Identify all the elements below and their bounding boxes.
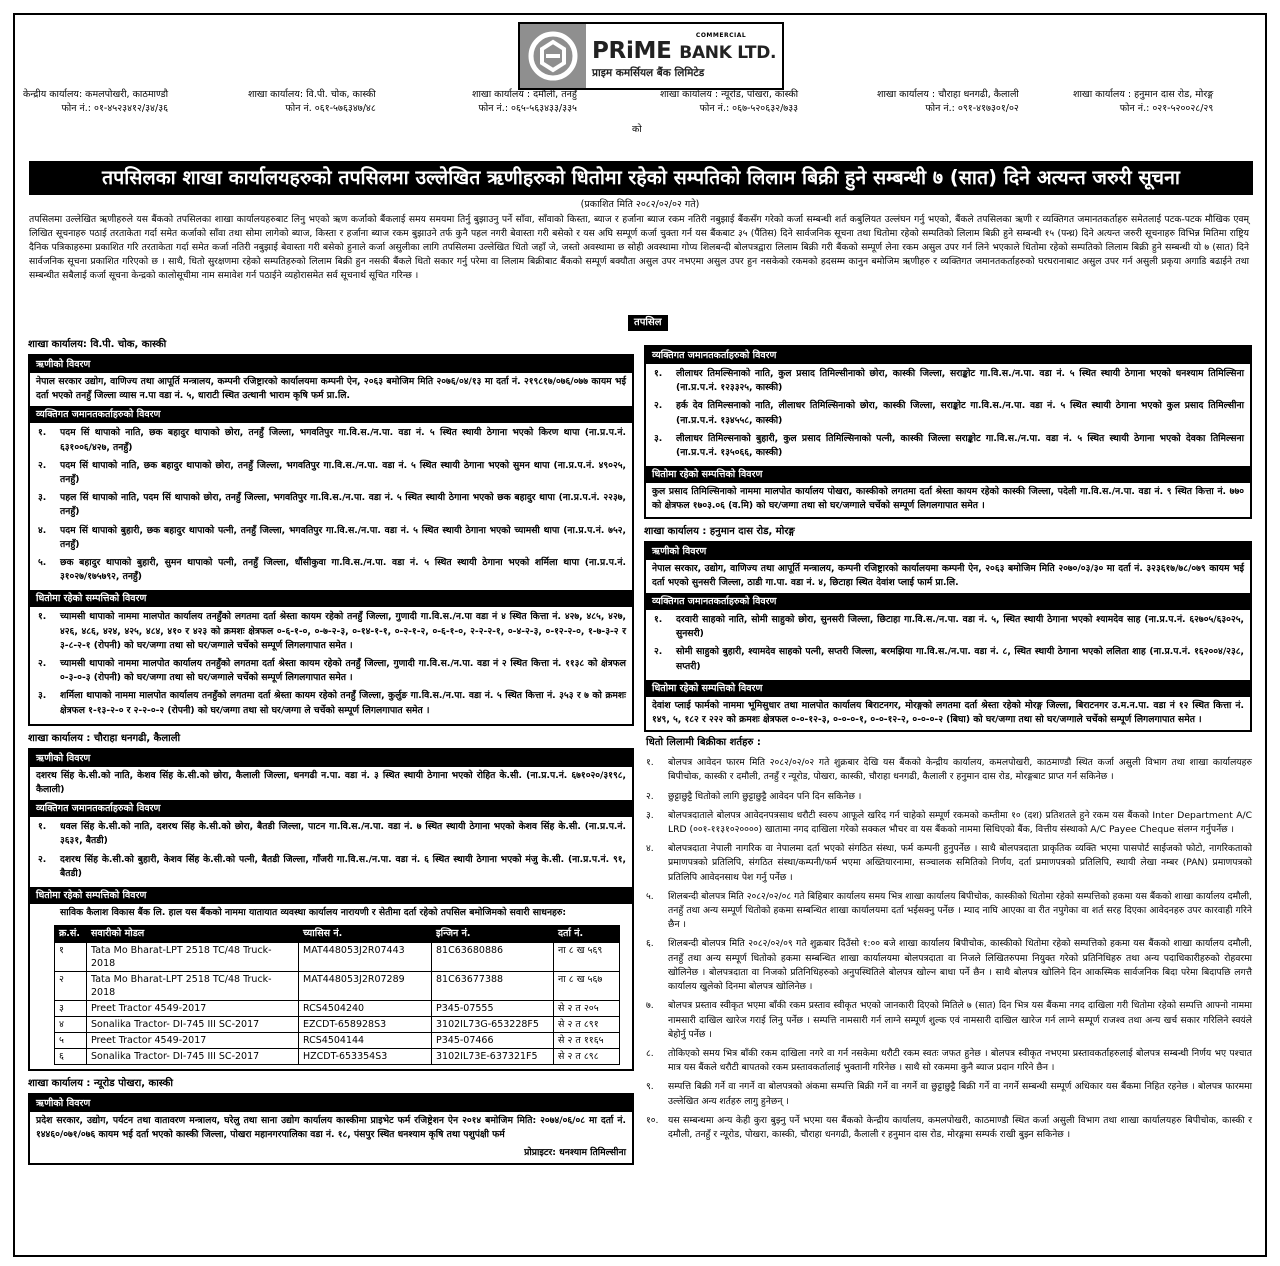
notice-frame [13,13,1267,1257]
property-heading: धितोमा रहेको सम्पत्तिको विवरण [646,680,1250,697]
item-text: च्यामसी थापाको नाममा मालपोत कार्यालय तनहुँको लगतमा दर्ता श्रेस्ता कायम रहेको तनहुँ जिल्ला, गुणादी गा.वि.स./न.पा. वडा नं २ स्थित कित्ता नं. ११३८ को क्षेत्रफल ०-३-०-३ (रोपनी) को घर/जग्गा तथा सो घर/जग्गाले चर्चेको सम्पूर्ण लिगलगापात समेत । [60,658,626,684]
branch-bpchowk-box [28,354,634,726]
list-item [652,398,1244,430]
item-number: १. [38,611,47,623]
loanee-heading: ऋणीको विवरण [30,750,632,767]
item-text: बोलपत्रदाताले बोलपत्र आवेदनपत्रसाथ धरौटी स्वरुप आफूले खरिद गर्न चाहेको सम्पूर्ण रकमको कम्तीमा १० (दश) प्रतिशतले हुने रकम यस बैंकको Inter Department A/C LRD (००१-११३१०२००००) खातामा नगद दाखिला गरेको सक्कल भौचर वा यस बैंकको नाममा सिधिएको बैंक, वित्तीय संस्थाको A/C Payee Cheque संलग्न गर्नुपर्नेछ । [668,809,1252,836]
table-cell: Preet Tractor 4549-2017 [87,1033,299,1049]
list-item [36,852,626,884]
tapsil-label: तपसिल [628,315,668,331]
table-cell: Tata Mo Bharat-LPT 2518 TC/48 Truck-2018 [87,943,299,972]
property-heading: धितोमा रहेको सम्पत्तिको विवरण [646,466,1250,483]
table-cell: ६ [55,1049,87,1065]
table-row [55,1033,620,1049]
office-label: शाखा कार्यालय : हनुमान दास रोड, मोरङ्ग [1073,89,1214,100]
term-item [644,788,1252,807]
table-cell: 81C63677388 [432,972,554,1001]
office-list [15,88,1265,124]
item-number: ९. [646,1081,654,1093]
table-cell: ना ८ ख ५६९ [554,943,620,972]
item-number: २. [38,853,47,865]
column-header: सवारीको मोडल [87,926,299,943]
table-cell: Preet Tractor 4549-2017 [87,1001,299,1017]
item-number: ५. [38,557,47,569]
notice-title: तपसिलका शाखा कार्यालयहरुको तपसिलमा उल्लेखित ऋणीहरुको धितोमा रहेको सम्पतिको लिलाम बिक्री हुने सम्बन्धी ७ (सात) दिने अत्यन्त जरुरी सूचना [29,161,1253,195]
table-cell: MAT448053J2R07289 [299,972,432,1001]
item-text: हर्क देव तिमिल्सनाको नाति, लीलाधर तिमिल्सिनाको छोरा, कास्की जिल्ला, सराङ्कोट गा.वि.स./न.पा. वडा नं. ५ स्थित स्थायी ठेगाना भएको कुल प्रसाद तिमिल्सीना (ना.प्र.प.नं. १३४५५८, कास्की) [676,400,1244,426]
bank-name-main: PRiME [592,38,672,64]
list-item [652,612,1244,644]
table-row [55,972,620,1001]
list-item [36,819,626,851]
property-text: कुल प्रसाद तिमिल्सिनाको नाममा मालपोत कार्यालय पोखरा, कास्कीको लगतमा दर्ता श्रेस्ता कायम रहेको कास्की जिल्ला, पदेली गा.वि.स./न.पा. वडा नं. ९ स्थित कित्ता नं. ७७० को क्षेत्रफल १७०३.०६ (व.मि) को घर/जग्गा तथा सो घर/जग्गाले चर्चेको सम्पूर्ण लिगलगापात समेत । [652,486,1244,512]
table-cell: RCS4504144 [299,1033,432,1049]
item-number: १. [654,368,663,379]
column-header: दर्ता नं. [554,926,620,943]
loanee-text: नेपाल सरकार उद्योग, वाणिज्य तथा आपूर्ति मन्त्रालय, कम्पनी रजिष्ट्रारको कार्यालयमा कम्पनी ऐन, २०६३ बमोजिम मिति २०७६/०४/१३ मा दर्ता नं. २१९८१७/०७६/०७७ कायम भई दर्ता भएको तनहुँ जिल्ला व्यास न.पा वडा नं. ५, धाराटी स्थित उत्थानी भाराम कृषि फर्म प्रा.लि. [36,376,626,402]
branch-dhangadhi-box [28,748,634,1071]
guarantor-list [30,423,632,590]
list-item [652,366,1244,398]
list-item [36,458,626,490]
bank-name-rest: BANK LTD. [679,43,777,63]
list-item [36,523,626,555]
branch-title-dhangadhi: शाखा कार्यालय : चौराहा धनगढी, कैलाली [28,732,181,744]
item-number: १. [38,821,47,833]
item-text: च्यामसी थापाको नाममा मालपोत कार्यालय तनहुँको लगतमा दर्ता श्रेस्ता कायम रहेको तनहुँ जिल्ला, गुणादी गा.वि.स./न.पा वडा नं ४ स्थित कित्ता नं. ४२७, ४८५, ४२७, ४२६, ४८६, ४२४, ४२५, ४८४, ४१० र ४२३ को क्रमशः क्षेत्रफल ०-६-१-०, ०-७-२-३, ०-१४-१-१, ०-२-१-२, ०-६-१-०, २-२-२-१, ०-४-२-३, ०-१२-२-०, १-७-३-२ र ३-८-२-१ (रोपनी) को घर/जग्गा तथा सो घर/जग्गाले चर्चेको सम्पूर्ण लिगलगापात समेत । [60,611,626,651]
office-dhangadhi [877,88,1019,116]
office-bpchowk [248,88,376,116]
item-text: धवल सिंह के.सी.को नाति, दशरथ सिंह के.सी.को छोरा, बैतडी जिल्ला, पाटन गा.वि.स./न.पा. वडा नं. ७ स्थित स्थायी ठेगाना भएको केशव सिंह के.सी. (ना.प्र.प.नं. ३६३१, बैतडी) [60,821,626,847]
header [15,15,1265,143]
property-list [30,607,632,723]
table-cell: ३ [55,1001,87,1017]
branch-title-bpchowk: शाखा कार्यालय: वि.पी. चोक, कास्की [28,339,167,350]
term-item [644,807,1252,840]
proprietor: प्रोप्राइटर: धनश्याम तिमिल्सीना [524,1146,626,1158]
office-label: शाखा कार्यालय : दमौली, तनहुँ [472,89,577,100]
loanee-text: नेपाल सरकार, उद्योग, वाणिज्य तथा आपूर्ति मन्त्रालय, कम्पनी रजिष्ट्रारको कार्यालयमा कम्पनी ऐन, २०६३ बमोजिम मिति २०७०/०३/३० मा दर्ता नं. ३२३६१७/७८/०७९ कायम भई दर्ता भएको सुनसरी जिल्ला, ठाडी गा.पा. वडा नं. ४, छिटाहा स्थित देवांश प्लाई फार्म प्रा.लि. [652,562,1244,588]
item-number: ३. [38,690,47,702]
item-number: ४. [646,843,654,855]
item-text: पदम सिं थापाको बुहारी, छक बहादुर थापाको पत्नी, तनहुँ जिल्ला, भगवतिपुर गा.वि.स./न.पा. वडा नं. ५ स्थित स्थायी ठेगाना भएको च्यामसी थापा (ना.प्र.प.नं. ७५२, तनहुँ) [60,524,626,550]
office-label: शाखा कार्यालय: वि.पी. चोक, कास्की [248,89,376,100]
table-cell: ५ [55,1033,87,1049]
item-text: बोलपत्र आवेदन फारम मिति २०८२/०२/०२ गते शुक्रबार देखि यस बैंकको केन्द्रीय कार्यालय, कमलपोखरी, काठमाण्डौ स्थित कर्जा असुली विभाग तथा शाखा कार्यालयहरु बिपीचोक, कास्की र दमौली, तनहुँ र न्यूरोड, पोखरा, कास्की, चौराहा धनगढी, कैलाली र हनुमान दास रोड, मोरङ्गबाट प्राप्त गर्न सकिनेछ । [668,757,1252,783]
list-item [36,656,626,688]
table-cell: MAT448053J2R07443 [299,943,432,972]
table-cell: से २ त २०५ [554,1001,620,1017]
term-item [644,997,1252,1045]
item-text: लीलाधर तिमिल्सनाको बुहारी, कुल प्रसाद तिमिल्सिनाको पत्नी, कास्की जिल्ला सराङ्कोट गा.वि.स./न.पा. वडा नं. ५ स्थित स्थायी ठेगाना भएको देवका तिमिल्सना (ना.प्र.प.नं. १३५०६६, कास्की) [676,432,1244,459]
office-label: शाखा कार्यालय : चौराहा धनगढी, कैलाली [877,89,1019,100]
property-text: देवांश प्लाई फार्मको नाममा भूमिसुधार तथा मालपोत कार्यालय बिराटनगर, मोरङ्गको लगतमा दर्ता श्रेस्ता रहेको मोरङ्ग जिल्ला, बिराटनगर उ.म.न.पा. वडा नं १२ स्थित कित्ता नं. १४९, ५, १८२ र २२२ को क्रमशः क्षेत्रफल ०-०-१२-३, ०-०-०-१, ०-०-१२-२, ०-०-०-२ (बिघा) को घर/जग्गा तथा सो घर/जग्गाले चर्चेको सम्पूर्ण लिगलगापात समेत । [652,699,1244,726]
item-text: शर्मिला थापाको नाममा मालपोत कार्यालय तनहुँको लगतमा दर्ता श्रेस्ता कायम रहेको तनहुँ जिल्ला, कुर्लुङ गा.वि.स./न.पा. वडा नं. ५ स्थित कित्ता नं. ३५३ र ७ को क्रमशः क्षेत्रफल १-१३-२-० र २-२-०-२ (रोपनी) को घर/जग्गा तथा सो घर/जग्गा ले चर्चेको सम्पूर्ण लिगलगापात समेत । [60,690,626,716]
item-text: तोकिएको समय भित्र बाँकी रकम दाखिला नगरे वा गर्न नसकेमा धरौटी रकम स्वतः जफत हुनेछ । बोलपत्र स्वीकृत नभएमा प्रस्तावकर्ताहरुलाई बोलपत्र सम्बन्धी निर्णय भए पश्चात मात्र यस बैंकले धरौटी बापतको रकम प्रस्तावकर्तालाई भुक्तानी गरिनेछ । साथै सो रकममा कुनै ब्याज प्रदान गरिने छैन । [668,1047,1252,1074]
office-morang [1073,88,1213,116]
item-text: बोलपत्रदाता नेपाली नागरिक वा नेपालमा दर्ता भएको संगठित संस्था, फर्म कम्पनी हुनुपर्नेछ । साथै बोलपत्रदाता प्राकृतिक व्यक्ति भएमा पासपोर्ट साईजको फोटो, नागरिकताको प्रमाणपत्रको प्रतिलिपि, संगठित संस्था/कम्पनी/फर्म भएमा अख्तियारनामा, सञ्चालक समितिको निर्णय, दर्ता प्रमाणपत्रको प्रतिलिपि, स्थायी लेखा नम्बर (PAN) प्रमाणपत्रको प्रतिलिपि आवेदनसाथ पेश गर्नु पर्नेछ । [668,843,1252,883]
guarantor-heading: व्यक्तिगत जमानतकर्ताहरुको विवरण [30,406,632,423]
term-item [644,1078,1252,1111]
item-text: यस सम्बन्धमा अन्य केही कुरा बुझ्नु पर्ने भएमा यस बैंकको केन्द्रीय कार्यालय, कमलपोखरी, काठमाण्डौ स्थित कर्जा असुली विभाग तथा शाखा कार्यालयहरु बिपीचोक, कास्की र दमौली, तनहुँ र न्यूरोड, पोखरा, कास्की, चौराहा धनगढी, कैलाली र हनुमान दास रोड, मोरङ्गमा सम्पर्क राखी बुझ्न सकिनेछ । [668,1114,1252,1140]
property-heading: धितोमा रहेको सम्पत्तिको विवरण [30,887,632,904]
table-header-row [55,926,620,943]
guarantor-heading: व्यक्तिगत जमानतकर्ताहरुको विवरण [646,593,1250,610]
item-number: ६. [646,938,654,950]
table-cell: ४ [55,1017,87,1033]
branch-newroad-box [28,1093,634,1165]
branch-title-newroad: शाखा कार्यालय : न्यूरोड पोखरा, कास्की [28,1078,173,1090]
office-phone: फोन नं. ०६१-५७६३४७/४८ [285,103,376,114]
loanee-text: दशरथ सिंह के.सी.को नाति, केशव सिंह के.सी.को छोरा, कैलाली जिल्ला, धनगढी न.पा. वडा नं. ३ स्थित स्थायी ठेगाना भएको रोहित के.सी. (ना.प्र.प.नं. ६७१०२०/३१९८, कैलाली) [36,769,626,796]
item-text: पदम सिं थापाको नाति, छक बहादुर थापाको छोरा, तनहुँ जिल्ला, भगवतिपुर गा.वि.स./न.पा. वडा नं. ५ स्थित स्थायी ठेगाना भएको किरण थापा (ना.प्र.प.नं. ६३१००६/४२७, तनहुँ) [60,427,626,453]
table-cell: P345-07555 [432,1001,554,1017]
table-cell: से २ त ११६५ [554,1033,620,1049]
item-number: १०. [646,1114,659,1126]
table-row [55,943,620,972]
term-item [644,754,1252,787]
item-text: लीलाधर तिमल्सिनाको नाति, कुल प्रसाद तिमिल्सीनाको छोरा, कास्की जिल्ला, सराङ्कोट गा.वि.स./न.पा. वडा नं. ५ स्थित स्थायी ठेगाना भएको धनश्याम तिमिल्सिना (ना.प्र.प.नं. १२३३२५, कास्की) [676,368,1244,394]
property-heading: धितोमा रहेको सम्पत्तिको विवरण [30,590,632,607]
loanee-heading: ऋणीको विवरण [30,356,632,373]
table-cell: ना ८ ख ५६७ [554,972,620,1001]
guarantor-list [646,610,1250,680]
table-cell: १ [55,943,87,972]
column-header: क्र.सं. [55,926,87,943]
item-number: २. [646,790,654,802]
list-item [652,431,1244,463]
item-number: ४. [38,524,47,536]
loanee-heading: ऋणीको विवरण [30,1095,632,1112]
item-text: छक बहादुर थापाको बुहारी, सुमन थापाको पत्नी, तनहुँ जिल्ला, धौंसीकुवा गा.वि.स./न.पा. वडा नं. ५ स्थित स्थायी ठेगाना भएको शर्मिला थापा (ना.प्र.प.नं. ३१०२७/१७५७९२, तनहुँ) [60,557,626,583]
item-number: ३. [38,492,47,504]
table-cell: 3102IL73G-653228F5 [432,1017,554,1033]
item-text: सोमी साहुको बुहारी, श्यामदेव साहको पत्नी, सप्तरी जिल्ला, बरमझिया गा.वि.स./न.पा. वडा नं. ८, स्थित स्थायी ठेगाना भएको ललिता शाह (ना.प्र.प.नं. १६२००४/२३८, सप्तरी) [676,646,1244,672]
office-newroad [660,88,798,116]
property-intro: साविक कैलाश विकास बैंक लि. हाल यस बैंकको नाममा यातायात व्यवस्था कार्यालय नारायणी र सेतीमा दर्ता रहेको तपसिल बमोजिमको सवारी साधनहरु: [60,907,567,919]
guarantor-list [30,817,632,887]
auction-terms [644,736,1252,1145]
table-cell: Sonalika Tractor- DI-745 III SC-2017 [87,1049,299,1065]
table-cell: RCS4504240 [299,1001,432,1017]
item-number: ५. [646,890,654,902]
terms-title: धितो लिलामी बिक्रीका शर्तहरु : [646,737,761,749]
ko-label: को [632,124,642,135]
right-column [644,345,1252,1145]
list-item [652,644,1244,676]
table-cell: २ [55,972,87,1001]
item-number: २. [38,459,47,471]
table-cell: से २ त ८९१ [554,1017,620,1033]
newroad-guarantor-box [644,345,1252,519]
table-cell: 81C63680886 [432,943,554,972]
term-item [644,1045,1252,1078]
item-text: पदम सिं थापाको नाति, छक बहादुर थापाको छोरा, तनहुँ जिल्ला, भगवतिपुर गा.वि.स./न.पा. वडा नं. ५ स्थित स्थायी ठेगाना भएको सुमन थापा (ना.प्र.प.नं. ४९०२५, तनहुँ) [60,459,626,486]
item-text: पहल सिं थापाको नाति, पदम सिं थापाको छोरा, तनहुँ जिल्ला, भगवतिपुर गा.वि.स./न.पा. वडा नं. ५ स्थित स्थायी ठेगाना भएको छक बहादुर थापा (ना.प्र.प.नं. २२३७, तनहुँ) [60,492,626,518]
item-text: शिलबन्दी बोलपत्र मिति २०८२/०२/०९ गते शुक्रबार दिउँसो १:०० बजे शाखा कार्यालय बिपीचोक, कास्कीको धितोमा रहेको सम्पत्तिको हकमा यस बैंकको शाखा कार्यालय दमौली, तनहुँ तथा अन्य सम्पूर्ण धितोको हकमा सम्बन्धित शाखा कार्यालयमा बोलपत्रदाता वा निजले लिखितरुपमा नियुक्त गरेको प्रतिनिधिहरु तथा अन्य पदाधिकारीहरुको रोहवरमा खोलिनेछ । बोलपत्रदाता वा निजको प्रतिनिधिहरुको अनुपस्थितिले बोलपत्र खोल्न बाधा पर्ने छैन । साथै बोलपत्र खोलिने दिन आकस्मिक सार्वजनिक बिदा परेमा बिदापछि लगत्तै कार्यालय खुलेको दिनमा बोलपत्र खोलिनेछ । [668,938,1252,993]
bank-logo-text [586,32,776,80]
table-cell: से २ त ८९८ [554,1049,620,1065]
item-text: शिलबन्दी बोलपत्र मिति २०८२/०२/०८ गते बिहिबार कार्यालय समय भित्र शाखा कार्यालय बिपीचोक, कास्कीको धितोमा रहेको सम्पत्तिको हकमा यस बैंकको शाखा कार्यालय दमौली, तनहुँ तथा अन्य सम्पूर्ण धितोको हकमा सम्बन्धित शाखा कार्यालयमा दर्ता भईसक्नु पर्नेछ । म्याद नाघि आएका वा रीत नपुगेका वा शर्त सरह दिएका आवेदनहरु उपर कारवाही गरिने छैन । [668,890,1252,931]
bank-emblem-icon [520,24,586,88]
office-central [23,88,168,116]
term-item [644,935,1252,997]
item-number: ३. [654,432,663,444]
office-phone: फोन नं.: ०६५-५६३४३३/३३५ [478,103,577,114]
table-cell: 3102IL73E-637321F5 [432,1049,554,1065]
office-phone: फोन नं.: ०२१-५२००२८/२९ [1119,103,1214,114]
branch-morang-box [644,541,1252,733]
office-damauli [472,88,577,116]
loanee-heading: ऋणीको विवरण [646,543,1250,560]
table-row [55,1017,620,1033]
term-item [644,840,1252,888]
list-item [36,490,626,522]
table-cell: P345-07466 [432,1033,554,1049]
column-header: इन्जिन नं. [432,926,554,943]
left-column [28,336,634,1165]
list-item [36,609,626,656]
guarantor-list [646,364,1250,466]
loanee-text: प्रदेश सरकार, उद्योग, पर्यटन तथा वातावरण मन्त्रालय, घरेलु तथा साना उद्योग कार्यालय कास्कीमा प्राइभेट फर्म रजिष्ट्रेशन ऐन २०१४ बमोजिम मिति: २०७४/०६/०८ मा दर्ता नं. १४४६०/०७१/०७६ कायम भई दर्ता भएको कास्की जिल्ला, पोखरा महानगरपालिका वडा नं. १८, पंसपुर स्थित धनश्याम कृषि तथा पशुपंक्षी फर्म [36,1115,626,1141]
logo-commercial-label: COMMERCIAL [695,32,747,39]
item-number: २. [654,646,663,658]
table-row [55,1001,620,1017]
item-number: ७. [646,1000,654,1012]
item-text: दशरथ सिंह के.सी.को बुहारी, केशव सिंह के.सी.को पत्नी, बैतडी जिल्ला, गाँजरी गा.वि.स./न.पा. वडा नं. ६ स्थित स्थायी ठेगाना भएको मंजु के.सी. (ना.प्र.प.नं. ९१, बैतडी) [60,853,626,879]
table-cell: Sonalika Tractor- DI-745 III SC-2017 [87,1017,299,1033]
term-item [644,1112,1252,1145]
table-cell: HZCDT-653354S3 [299,1049,432,1065]
bank-name-nepali: प्राइम कमर्सियल बैंक लिमिटेड [592,67,705,79]
list-item [36,555,626,587]
office-label: केन्द्रीय कार्यालय: कमलपोखरी, काठमाण्डौ [23,89,169,100]
bank-name [592,39,776,66]
branch-title-morang: शाखा कार्यालय : हनुमान दास रोड, मोरङ्ग [644,525,795,537]
item-text: सम्पत्ति बिक्री गर्ने वा नगर्ने वा बोलपत्रको अंकमा सम्पत्ति बिक्री गर्ने वा नगर्ने वा छुट्टाछुट्टै बिक्री गर्ने वा नगर्ने सम्बन्धी सम्पूर्ण अधिकार यस बैंकमा निहित रहनेछ । बोलपत्र फारममा उल्लेखित अन्य शर्तहरु लागु हुनेछन् । [668,1081,1252,1107]
term-item [644,888,1252,936]
list-item [36,688,626,720]
column-header: च्यासिस नं. [299,926,432,943]
item-text: बोलपत्र प्रस्ताव स्वीकृत भएमा बाँकी रकम प्रस्ताव स्वीकृत भएको जानकारी दिएको मितिले ७ (सात) दिन भित्र यस बैंकमा नगद दाखिला गरी धितोमा रहेको सम्पत्ति आफ्नो नाममा नामसारी दाखिल खारेज गराई लिनु पर्नेछ । सम्पत्ति नामसारी गर्न लाग्ने सम्पूर्ण शुल्क एवं नामसारी दाखिल खारेज गर्न लाग्ने सम्पूर्ण राजश्व तथा अन्य खर्च सकार गरिलिने स्वयंले बेहोर्नु पर्नेछ । [668,1000,1252,1040]
item-text: दरवारी साहको नाति, सोमी साहुको छोरा, सुनसरी जिल्ला, छिटाहा गा.वि.स./न.पा. वडा नं. ५, स्थित स्थायी ठेगाना भएको श्यामदेव साह (ना.प्र.प.नं. ६२७०५/६३०२५, सुनसरी) [676,614,1244,640]
item-number: १. [38,427,47,439]
item-number: १. [646,757,654,769]
table-row [55,1049,620,1065]
table-cell: EZCDT-658928S3 [299,1017,432,1033]
item-number: २. [38,658,47,670]
item-number: २. [654,400,663,412]
office-phone: फोन नं.: ०६७-५२०६३२/७३३ [699,103,799,114]
list-item [36,425,626,457]
office-phone: फोन नं.: ०९१-४१७३०१/०२ [925,103,1019,114]
item-number: १. [654,614,663,626]
item-number: ३. [646,809,654,821]
intro-paragraph: तपसिलमा उल्लेखित ऋणीहरुले यस बैंकको तपसिलका शाखा कार्यालयहरुबाट लिनु भएको ऋण कर्जाको बैंकलाई समय समयमा तिर्नु बुझाउनु पर्ने साँवा, साँवाको किस्ता, ब्याज र हर्जाना ब्याज रकम नतिरी नबुझाई बैंकसँग गरेको कर्जा सम्बन्धी शर्त कबुलियत उल्लंघन गर्नु भएको, बैंकले तपसिलका ऋणी र व्यक्तिगत जमानतकर्ताहरु समेतलाई पटक-पटक मौखिक एवम् लिखित सूचनाहरु पठाई तरताकेता गर्दा समेत कर्जाको साँवा तथा सोमा लागेको ब्याज, किस्ता र हर्जाना ब्याज रकम बुझाउने तर्फ कुनै पहल नगरी बेवास्ता गरी बसेको र यस अघि सम्पूर्ण कर्जा चुक्ता गर्न यस बैंकबाट ३५ (पैंतिस) दिने सार्वजनिक सूचना तथा धितोमा रहेको सम्पतिको लिलाम बिक्री हुने सम्बन्धी १५ (पन्ध्र) दिने अत्यन्त जरुरी सूचनाहरु विभिन्न मितिमा राष्ट्रिय दैनिक पत्रिकाहरुमा प्रकाशित गरि तरताकेता गर्दा समेत कर्जा नतिरी नबुझाई बेवास्ता गरी बसेको हुनाले कर्जा असुलीका लागि तपसिलमा उल्लेखित धितो जहाँ जे, जस्तो अवस्थामा छ सोही अवस्थामा गोप्य शिलबन्दी बोलपत्रद्वारा लिलाम बिक्री गरी बैंकको सम्पूर्ण लेना रकम असुल उपर गर्न लिने भएकाले धितोमा रहेको सम्पतिको लिलाम बिक्री हुने सम्बन्धी यो ७ (सात) दिने सार्वजनिक सूचना प्रकाशित गरिएको छ । साथै, धितो सुरक्षणमा रहेको सम्पतिहरुको लिलाम बिक्री हुन नसकी बैंकले धितो सकार गर्नु परेमा वा लिलाम बिक्रीबाट बैंकको सम्पूर्ण बक्यौता असुल उपर नभएमा असुल उपर हुन नसकेको रकमको हदसम्म कानुन बमोजिम ऋणीहरु र व्यक्तिगत जमानतकर्ताहरुको घरघरानाबाट असुल उपर गर्न असुली प्रकृया अगाडि बढाईने तथा सम्बन्धीत सबैलाई कर्जा सूचना केन्द्रको कालोसूचीमा नाम समावेश गर्न पठाईने व्यहोरासमेत सर्व सूचनार्थ सूचित गरिन्छ । [29,214,1250,282]
item-number: ८. [646,1047,654,1059]
published-date: (प्रकाशित मिति २०८२/०२/०२ गते) [580,199,700,210]
table-cell: Tata Mo Bharat-LPT 2518 TC/48 Truck-2018 [87,972,299,1001]
guarantor-heading: व्यक्तिगत जमानतकर्ताहरुको विवरण [646,347,1250,364]
bank-logo [518,22,784,90]
guarantor-heading: व्यक्तिगत जमानतकर्ताहरुको विवरण [30,800,632,817]
vehicle-table [54,925,620,1065]
office-label: शाखा कार्यालय : न्यूरोड, पोखरा, कास्की [660,89,799,100]
office-phone: फोन नं.: ०१-४५२३४१२/३४/३६ [61,103,169,114]
item-text: छुट्टाछुट्टै धितोको लागि छुट्टाछुट्टै आवेदन पनि दिन सकिनेछ । [668,790,862,802]
